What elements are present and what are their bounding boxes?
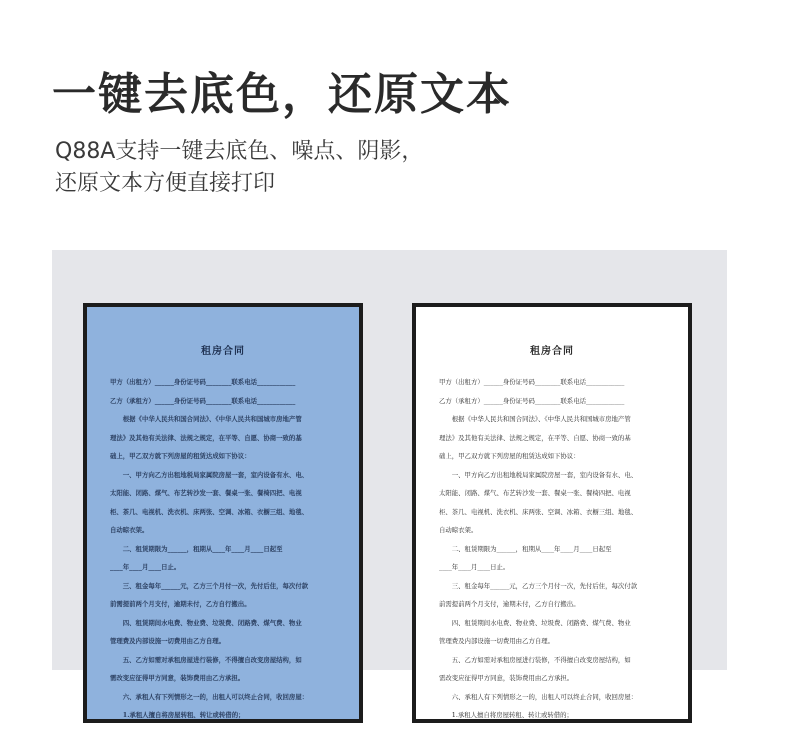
document-text-line: 根据《中华人民共和国合同法》、《中华人民共和国城市房地产管: [439, 415, 631, 423]
document-text-line: 乙方（承租方）______身份证号码________联系电话____________: [110, 396, 296, 405]
document-text-line: 二、租赁期限为______，租期从____年____月____日起至: [110, 544, 283, 553]
document-text-line: 甲方（出租方）______身份证号码________联系电话____________: [110, 378, 296, 386]
document-text-line: 六、承租人有下列情形之一的，出租人可以终止合同，收回房屋：: [439, 692, 638, 701]
subtitle-line-1: Q88A支持一键去底色、噪点、阴影，: [55, 139, 424, 164]
document-text-line: 自动晾衣架。: [110, 526, 149, 534]
document-text-line: 理法》及其他有关法律、法规之规定，在平等、自愿、协商一致的基: [110, 433, 302, 442]
page-headline: 一键去底色，还原文本: [52, 69, 512, 120]
document-text-line: 五、乙方如需对承租房屋进行装修，不得擅自改变房屋结构，如: [439, 655, 631, 664]
document-text-line: 太阳能、闭路、煤气、布艺转沙发一套、餐桌一张、餐椅四把、电视: [439, 489, 631, 497]
document-text-line: 柜、茶几、电视机、洗衣机、床两张、空调、冰箱、衣橱三组、地毯、: [439, 507, 638, 516]
document-text-line: 柜、茶几、电视机、洗衣机、床两张、空调、冰箱、衣橱三组、地毯、: [110, 507, 309, 516]
document-text-line: 理法》及其他有关法律、法规之规定，在平等、自愿、协商一致的基: [439, 433, 631, 442]
document-text-line: 前需提前两个月支付，逾期未付，乙方自行搬出。: [110, 600, 251, 608]
document-before-body: [87, 373, 359, 725]
document-text-line: 自动晾衣架。: [439, 526, 478, 534]
document-before-title: 租房合同: [201, 346, 245, 357]
document-text-line: ____年____月____日止。: [439, 563, 510, 571]
document-text-line: 需改变应征得甲方同意，装饰费用由乙方承担。: [439, 674, 574, 682]
document-text-line: 太阳能、闭路、煤气、布艺转沙发一套、餐桌一张、餐椅四把、电视: [110, 489, 302, 497]
document-text-line: 三、租金每年______元，乙方三个月付一次，先付后住，每次付款: [110, 581, 309, 590]
document-text-line: 础上，甲乙双方就下列房屋的租赁达成如下协议：: [439, 452, 580, 460]
comparison-panel: [52, 250, 727, 719]
document-text-line: 三、租金每年______元，乙方三个月付一次，先付后住，每次付款: [439, 581, 638, 590]
document-text-line: 管理费及内部设施一切费用由乙方自理。: [439, 637, 555, 645]
document-text-line: 前需提前两个月支付，逾期未付，乙方自行搬出。: [439, 600, 580, 608]
document-text-line: 1.承租人擅自将房屋转租、转让或转借的；: [110, 711, 245, 719]
document-after-title: 租房合同: [530, 346, 574, 357]
subtitle-line-2: 还原文本方便直接打印: [55, 171, 276, 196]
document-text-line: 五、乙方如需对承租房屋进行装修，不得擅自改变房屋结构，如: [110, 655, 302, 664]
document-text-line: 六、承租人有下列情形之一的，出租人可以终止合同，收回房屋：: [110, 692, 309, 701]
document-after-body: [416, 373, 688, 725]
document-text-line: 根据《中华人民共和国合同法》、《中华人民共和国城市房地产管: [110, 415, 302, 423]
document-text-line: 一、甲方向乙方出租地税局家属院房屋一套，室内设备有水、电、: [439, 470, 638, 479]
document-text-line: 乙方（承租方）______身份证号码________联系电话____________: [439, 396, 625, 405]
document-after: [412, 303, 692, 723]
document-text-line: 二、租赁期限为______，租期从____年____月____日起至: [439, 544, 612, 553]
document-text-line: 1.承租人擅自将房屋转租、转让或转借的；: [439, 711, 573, 719]
document-text-line: 础上，甲乙双方就下列房屋的租赁达成如下协议：: [110, 452, 251, 460]
document-text-line: ____年____月____日止。: [110, 563, 181, 571]
document-text-line: 四、租赁期间水电费、物业费、垃圾费、闭路费、煤气费、物业: [439, 618, 631, 627]
document-text-line: 四、租赁期间水电费、物业费、垃圾费、闭路费、煤气费、物业: [110, 618, 302, 627]
document-text-line: 需改变应征得甲方同意，装饰费用由乙方承担。: [110, 674, 245, 682]
document-text-line: 一、甲方向乙方出租地税局家属院房屋一套，室内设备有水、电、: [110, 470, 309, 479]
document-text-line: 甲方（出租方）______身份证号码________联系电话____________: [439, 378, 625, 386]
document-text-line: 管理费及内部设施一切费用由乙方自理。: [110, 637, 226, 645]
document-before: [83, 303, 363, 723]
